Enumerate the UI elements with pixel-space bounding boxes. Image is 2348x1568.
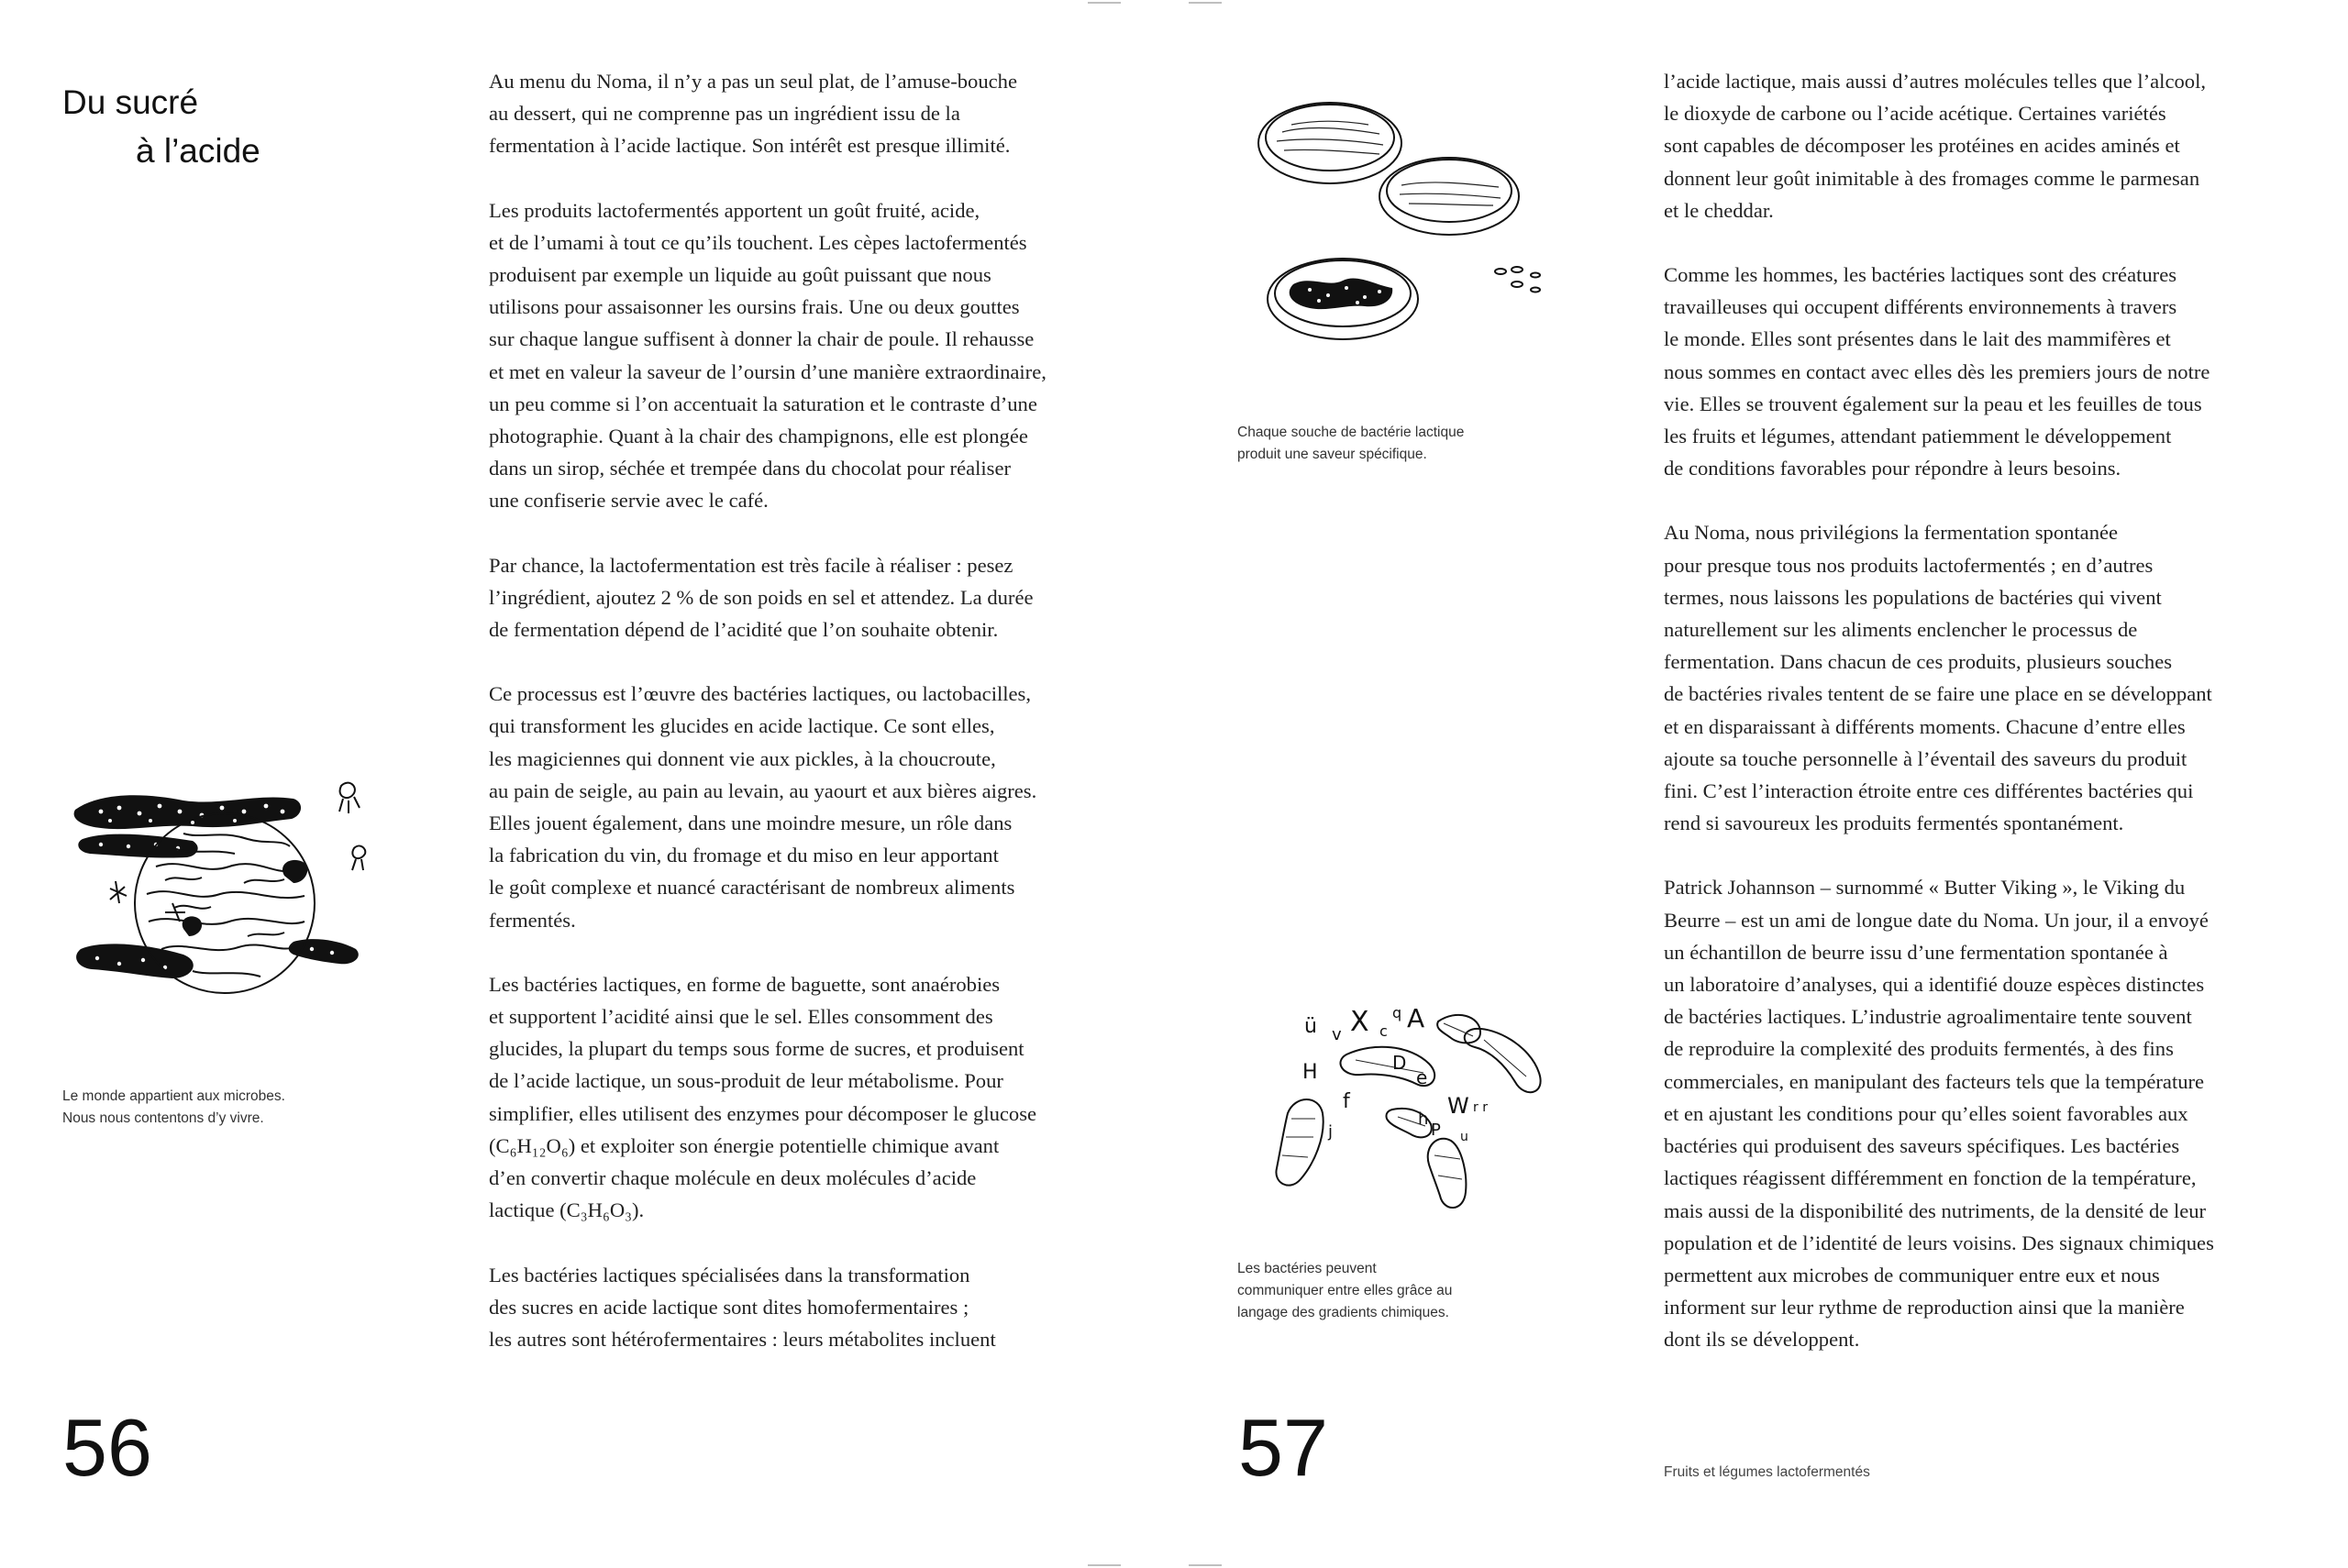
caption-petri: Chaque souche de bactérie lactique produit une saveur spécifique. bbox=[1237, 425, 1465, 462]
chapter-title bbox=[62, 78, 260, 175]
paragraph: Ce processus est l’œuvre des bactéries lactiques, ou lactobacilles, qui transforment les glucides en acide lactique. Ce sont elles, les magiciennes qui donnent vie aux pickles, à la choucroute, au pain de seigle, au pain au levain, au yaourt et aux bières aigres. Elles jouent également, dans une moindre mesure, un rôle dans la fabrication du vin, du fromage et du miso en leur apportant le goût complexe et nuancé caractérisant de nombreux aliments fermentés. bbox=[489, 682, 1037, 932]
paragraph: Les bactéries lactiques spécialisées dans la transformation des sucres en acide lactique sont dites homofermentaires ; les autres sont hétérofermentaires : leurs métabolites incluent bbox=[489, 1263, 996, 1351]
letter: D bbox=[1392, 1052, 1407, 1074]
running-footer: Fruits et légumes lactofermentés bbox=[1664, 1464, 1870, 1480]
paragraph: Au Noma, nous privilégions la fermentation spontanée pour presque tous nos produits lactofermentés ; en d’autres termes, nous laissons les populations de bactéries qui vivent naturellement sur les aliments enclencher le processus de fermentation. Dans chacun de ces produits, plusieurs souches de bactéries rivales tentent de se faire une place en se développant et en disparaissant à différents moments. Chacune d’entre elles ajoute sa touche personnelle à l’éventail des saveurs du produit fini. C’est l’interaction étroite entre ces différentes bactéries qui rend si savoureux les produits fermentés spontanément. bbox=[1664, 521, 2212, 835]
chapter-title-line2: à l’acide bbox=[136, 131, 260, 170]
crop-mark bbox=[1189, 1564, 1222, 1566]
letter: r r bbox=[1473, 1100, 1488, 1115]
crop-mark bbox=[1088, 1564, 1121, 1566]
paragraph: Comme les hommes, les bactéries lactiques sont des créatures travailleuses qui occupent différents environnements à travers le monde. Elles sont présentes dans le lait des mammifères et nous sommes en contact avec elles dès les premiers jours de notre vie. Elles se trouvent également sur la peau et les feuilles de tous les fruits et légumes, attendant patiemment le développement de conditions favorables pour répondre à leurs besoins. bbox=[1664, 263, 2210, 480]
chapter-title-line1: Du sucré bbox=[62, 83, 199, 121]
letter: h bbox=[1418, 1110, 1429, 1129]
paragraph: l’acide lactique, mais aussi d’autres molécules telles que l’alcool, le dioxyde de carbone ou l’acide acétique. Certaines variétés sont capables de décomposer les protéines en acides aminés et donnent leur goût inimitable à des fromages comme le parmesan et le cheddar. bbox=[1664, 70, 2206, 222]
bacteria-letters-illustration bbox=[1255, 999, 1567, 1220]
caption-microbes: Le monde appartient aux microbes. Nous nous contentons d’y vivre. bbox=[62, 1088, 285, 1126]
page-number-right: 57 bbox=[1238, 1402, 1328, 1493]
microbe-planet-illustration bbox=[64, 775, 394, 995]
letter: H bbox=[1302, 1061, 1318, 1084]
letter: A bbox=[1407, 1003, 1425, 1033]
caption-bacteria: Les bactéries peuvent communiquer entre elles grâce au langage des gradients chimiques. bbox=[1237, 1261, 1453, 1320]
letter: q bbox=[1392, 1004, 1402, 1021]
letter: ü bbox=[1304, 1015, 1317, 1038]
paragraph: Au menu du Noma, il n’y a pas un seul plat, de l’amuse-bouche au dessert, qui ne comprenne pas un ingrédient issu de la fermentation à l’acide lactique. Son intérêt est presque illimité. bbox=[489, 70, 1017, 158]
letter: P bbox=[1431, 1121, 1441, 1140]
paragraph: Les produits lactofermentés apportent un goût fruité, acide, et de l’umami à tout ce qu’ils touchent. Les cèpes lactofermentés produisent par exemple un liquide au goût puissant que nous utilisons pour assaisonner les oursins frais. Une ou deux gouttes sur chaque langue suffisent à donner la chair de poule. Il rehausse et met en valeur la saveur de l’oursin d’une manière extraordinaire, un peu comme si l’on accentuait la saturation et le contraste d’une photographie. Quant à la chair des champignons, elle est plongée dans un sirop, séchée et trempée dans du chocolat pour réaliser une confiserie servie avec le café. bbox=[489, 198, 1047, 513]
letter: c bbox=[1379, 1022, 1388, 1040]
letter: u bbox=[1460, 1130, 1468, 1144]
letter: e bbox=[1416, 1066, 1428, 1088]
crop-mark bbox=[1189, 2, 1222, 4]
petri-dishes-illustration bbox=[1255, 92, 1567, 358]
letter: f bbox=[1343, 1090, 1350, 1113]
letter: X bbox=[1350, 1006, 1369, 1038]
letter: j bbox=[1328, 1122, 1334, 1142]
paragraph: Par chance, la lactofermentation est très facile à réaliser : pesez l’ingrédient, ajoutez 2 % de son poids en sel et attendez. La durée de fermentation dépend de l’acidité que l’on souhaite obtenir. bbox=[489, 553, 1034, 642]
letter: W bbox=[1447, 1093, 1469, 1119]
right-text-column bbox=[1664, 65, 2260, 1388]
crop-mark bbox=[1088, 2, 1121, 4]
paragraph: Les bactéries lactiques, en forme de baguette, sont anaérobies et supportent l’acidité ainsi que le sel. Elles consomment des glucides, la plupart du temps sous forme de sucres, et produisent de l’acide lactique, un sous-produit de leur métabolisme. Pour simplifier, elles utilisent des enzymes pour décomposer le glucose (C₆H₁₂O₆) et exploiter son énergie potentielle chimique avant d’en convertir chaque molécule en deux molécules d’acide lactique (C₃H₆O₃). bbox=[489, 972, 1037, 1222]
left-text-column bbox=[489, 65, 1076, 1387]
paragraph: Patrick Johannson – surnommé « Butter Viking », le Viking du Beurre – est un ami de longue date du Noma. Un jour, il a envoyé un échantillon de beurre issu d’une fermentation spontanée à un laboratoire d’analyses, qui a identifié douze espèces distinctes de bactéries lactiques. L’industrie agroalimentaire tente souvent de reproduire la complexité des produits fermentés, à des fins commerciales, en manipulant des facteurs tels que la température et en ajustant les conditions pour qu’elles soient favorables aux bactéries qui produisent des saveurs spécifiques. Les bactéries lactiques réagissent différemment en fonction de la température, mais aussi de la disponibilité des nutriments, de la densité de leur population et de l’identité de leurs voisins. Des signaux chimiques permettent aux microbes de communiquer entre eux et nous informent sur leur rythme de reproduction ainsi que la manière dont ils se développent. bbox=[1664, 876, 2214, 1352]
letter: v bbox=[1332, 1025, 1342, 1044]
page-number-left: 56 bbox=[62, 1402, 152, 1493]
